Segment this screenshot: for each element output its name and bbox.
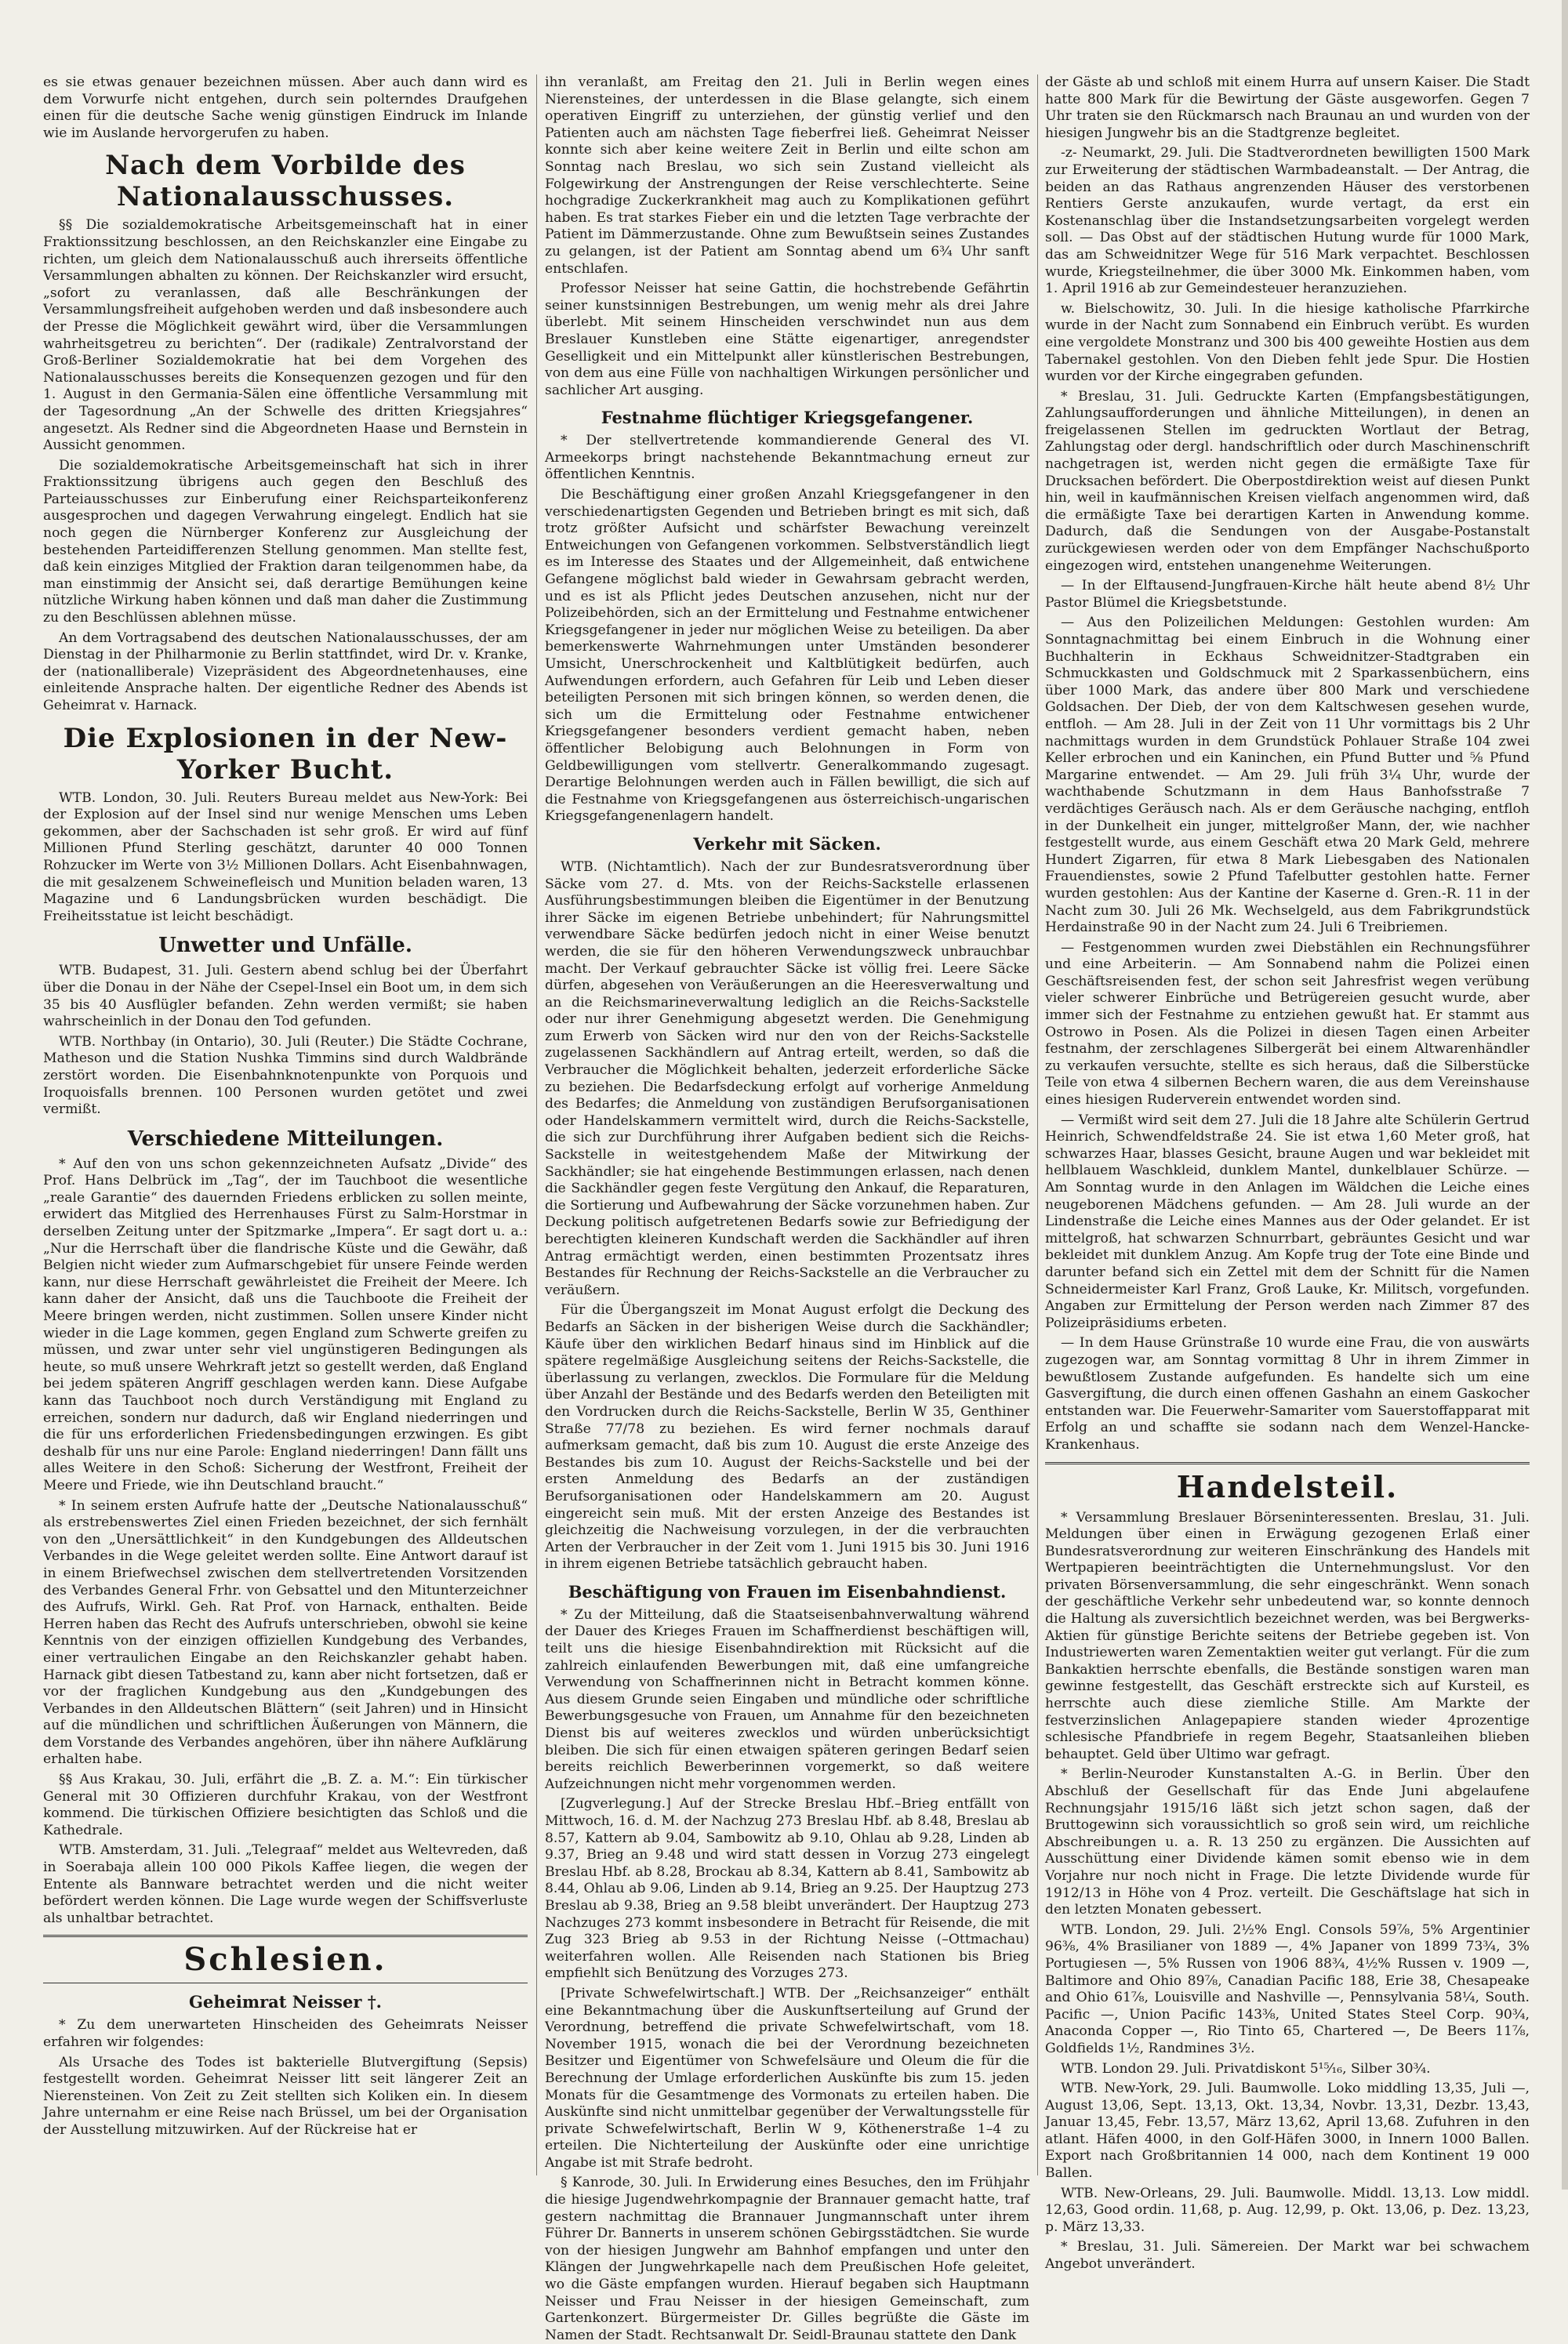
page-edge [1562,0,1568,2190]
article-paragraph: * Berlin-Neuroder Kunstanstalten A.-G. in Berlin. Über den Abschluß der Gesellschaft für das Ende Juni abgelaufene Rechnungsjahr 1915/16 läßt sich jetzt schon sagen, daß der Bruttogewinn sich voraussichtlich so groß sein wird, um reichliche Abschreibungen u. a. R. 13 250 zu ergänzen. Die Aussichten auf Ausschüttung einer Dividende kämen somit ebenso wie in dem Vorjahre nur noch nicht in Frage. Die letzte Dividende wurde für 1912/13 in Höhe von 4 Proz. verteilt. Die Geschäftslage hat sich in den letzten Monaten gebessert. [1045,1766,1530,1918]
article-paragraph: es sie etwas genauer bezeichnen müssen. Aber auch dann wird es dem Vorwurfe nicht entgehen, durch sein polterndes Draufgehen einen für die deutsche Sache wenig günstigen Eindruck im Inlande wie im Auslande hervorgerufen zu haben. [43,74,528,141]
article-paragraph: Die Beschäftigung einer großen Anzahl Kriegsgefangener in den verschiedenartigsten Gegenden und Betrieben bringt es mit sich, daß trotz größter Aufsicht und schärfster Bewachung vereinzelt Entweichungen von Gefangenen vorkommen. Selbstverständlich liegt es im Interesse des Staates und der Allgemeinheit, daß entwichene Gefangene möglichst bald wieder in Gewahrsam gebracht werden, und es ist als Pflicht jedes Deutschen anzusehen, nicht nur der Polizeibehörden, sich an der Ermittelung und Festnahme entwichener Kriegsgefangener in jeder nur möglichen Weise zu beteiligen. Da aber bemerkenswerte Wahrnehmungen unter Umständen besonderer Umsicht, Unerschrockenheit und Kaltblütigkeit bedürfen, auch Aufwendungen erfordern, auch Gefahren für Leib und Leben dieser beteiligten Personen mit sich bringen können, so werden denen, die sich um die Ermittelung oder Festnahme entwichener Kriegsgefangener besonders verdient gemacht haben, neben öffentlicher Belobigung auch Belohnungen in Form von Geldbewilligungen vom stellvertr. Generalkommando zugesagt. Derartige Belohnungen werden auch in Fällen bewilligt, die sich auf die Festnahme von Kriegsgefangenen aus österreichisch-ungarischen Kriegsgefangenenlagern handelt. [545,487,1029,825]
article-paragraph: WTB. New-York, 29. Juli. Baumwolle. Loko middling 13,35, Juli —, August 13,06, Sept. 13,13, Okt. 13,34, Novbr. 13,31, Dezbr. 13,43, Januar 13,45, Febr. 13,57, März 13,62, April 13,68. Zufuhren in den atlant. Häfen 4000, in den Golf-Häfen 3000, in Innern 1000 Ballen. Export nach Großbritannien 14 000, nach dem Kontinent 19 000 Ballen. [1045,2081,1530,2182]
article-paragraph: WTB. Northbay (in Ontario), 30. Juli (Reuter.) Die Städte Cochrane, Matheson und die Station Nushka Timmins sind durch Waldbrände zerstört worden. Die Eisenbahnknotenpunkte von Porquois und Iroquoisfalls brennen. 100 Personen wurden getötet und zwei vermißt. [43,1033,528,1118]
article-headline: Beschäftigung von Frauen im Eisenbahndienst. [568,1581,1007,1602]
article-headline: Nach dem Vorbilde des Nationalausschusses. [105,150,466,213]
article-paragraph: WTB. London, 29. Juli. 2½% Engl. Consols 59⅞, 5% Argentinier 96⅜, 4% Brasilianer von 1889 —, 4% Japaner von 1899 73¾, 3% Portugiesen —, 5% Russen von 1906 88¾, 4½% Russen v. 1909 —, Baltimore and Ohio 89⅞, Canadian Pacific 188, Erie 38, Chesapeake and Ohio 61⅞, Louisville and Nashville —, Pennsylvania 58¼, South. Pacific —, Union Pacific 143⅜, United States Steel Corp. 90¾, Anaconda Copper —, Rio Tinto 65, Chartered —, De Beers 11⅞, Goldfields 1½, Randmines 3½. [1045,1921,1530,2056]
article-paragraph: * Zu der Mitteilung, daß die Staatseisenbahnverwaltung während der Dauer des Krieges Frauen im Schaffnerdienst beschäftigen will, teilt uns die hiesige Eisenbahndirektion mit Rücksicht auf die zahlreich einlaufenden Bewerbungen mit, daß eine umfangreiche Verwendung von Schaffnerinnen nicht in Betracht kommen könne. Aus diesem Grunde seien Eingaben und mündliche oder schriftliche Bewerbungsgesuche von Frauen, um Annahme für den bezeichneten Dienst bis auf weiteres zwecklos und würden unberücksichtigt bleiben. Die sich für einen etwaigen späteren geringen Bedarf seien bereits reichlich Bewerberinnen vorgemerkt, so daß weitere Aufzeichnungen nicht mehr vorgenommen werden. [545,1606,1029,1792]
article-paragraph: [Zugverlegung.] Auf der Strecke Breslau Hbf.–Brieg entfällt von Mittwoch, 16. d. M. der Nachzug 273 Breslau Hbf. ab 8.48, Breslau ab 8.57, Kattern ab 9.04, Sambowitz ab 9.10, Ohlau ab 9.28, Linden ab 9.37, Brieg an 9.48 und wird statt dessen in Vorzug 273 eingelegt Breslau Hbf. ab 8.28, Brockau ab 8.34, Kattern ab 8.41, Sambowitz ab 8.44, Ohlau ab 9.06, Linden ab 9.14, Brieg an 9.25. Der Hauptzug 273 Breslau ab 9.38, Brieg an 9.58 bleibt unverändert. Der Hauptzug 273 Nachzuges 273 kommt insbesondere in Betracht für Reisende, die mit Zug 323 Brieg ab 9.53 in der Richtung Neisse (–Ottmachau) weiterfahren wollen. Alle Reisenden nach Stationen bis Brieg empfiehlt sich Benützung des Vorzuges 273. [545,1796,1029,1982]
article-headline: Festnahme flüchtiger Kriegsgefangener. [601,408,974,428]
article-headline: Unwetter und Unfälle. [158,934,412,958]
article-paragraph: WTB. London, 30. Juli. Reuters Bureau meldet aus New-York: Bei der Explosion auf der Insel sind nur wenige Menschen ums Leben gekommen, aber der Sachschaden ist sehr groß. Er wird auf fünf Millionen Pfund Sterling geschätzt, darunter 40 000 Tonnen Rohzucker im Werte von 3½ Millionen Dollars. Acht Eisenbahnwagen, die mit gesalzenem Schweinefleisch und Munition beladen waren, 13 Magazine und 6 Landungsbrücken wurden beschädigt. Die Freiheitsstatue ist leicht beschädigt. [43,789,528,924]
article-paragraph: [Private Schwefelwirtschaft.] WTB. Der „Reichsanzeiger“ enthält eine Bekanntmachung über die Auskunftserteilung auf Grund der Verordnung, betreffend die private Schwefelwirtschaft, vom 18. November 1915, wonach die bei der Verordnung bezeichneten Besitzer und Eigentümer von Schwefelsäure und Oleum die für die Berechnung der Umlage erforderlichen Auskünfte bis zum 15. jeden Monats für die Gesamtmenge des Vormonats zu erteilen haben. Die Auskünfte sind nicht unmittelbar gegenüber der Verwaltungsstelle für private Schwefelwirtschaft, Berlin W 9, Köthenerstraße 1–4 zu erteilen. Die Nichterteilung der Auskünfte oder eine unrichtige Angabe ist mit Strafe bedroht. [545,1985,1029,2171]
article-paragraph: §§ Aus Krakau, 30. Juli, erfährt die „B. Z. a. M.“: Ein türkischer General mit 30 Offizieren durchfuhr Krakau, von der Westfront kommend. Die türkischen Offiziere besichtigten das Schloß und die Kathedrale. [43,1772,528,1838]
article-headline: Die Explosionen in der New-Yorker Bucht. [63,722,508,786]
article-paragraph: * Breslau, 31. Juli. Gedruckte Karten (Empfangsbestätigungen, Zahlungsaufforderungen und ähnliche Mitteilungen), in denen an freigelassenen Stellen im gedruckten Wortlaut der Betrag, Zahlungstag oder dergl. handschriftlich oder durch Maschinenschrift nachgetragen ist, werden nicht gegen die ermäßigte Taxe für Drucksachen befördert. Die Oberpostdirektion weist auf diesen Punkt hin, weil in kaufmännischen Kreisen vielfach angenommen wird, daß die ermäßigte Taxe bei derartigen Karten in Anwendung komme. Dadurch, daß die Sendungen von der Ausgabe-Postanstalt zurückgewiesen werden oder von dem Empfänger Nachschußporto eingezogen wird, entstehen unangenehme Weiterungen. [1045,388,1530,574]
article-headline: Geheimrat Neisser †. [188,1992,382,2012]
article-paragraph: — Aus den Polizeilichen Meldungen: Gestohlen wurden: Am Sonntagnachmittag bei einem Einbruch in die Wohnung einer Buchhalterin in Eckhaus Schweidnitzer-Stadtgraben ein Schmuckkasten und Goldschmuck mit 2 Sparkassenbüchern, eins über 1000 Mark, das andere über 800 Mark und verschiedene Goldsachen. Der Dieb, der von dem Kaltschwesen gesehen wurde, entfloh. — Am 28. Juli in der Zeit von 11 Uhr vormittags bis 2 Uhr nachmittags wurden in dem Grundstück Pohlauer Straße 104 zwei Keller erbrochen und ein Kaninchen, ein Pfund Butter und ⅝ Pfund Margarine entwendet. — Am 29. Juli früh 3¼ Uhr, wurde der wachthabende Schutzmann in dem Haus Banhofsstraße 7 verdächtiges Geräusch nach. Als er dem Geräusche nachging, entfloh in der Dunkelheit ein junger, mittelgroßer Mann, der, wie nachher festgestellt wurde, aus einem Geschäft etwa 20 Mark Geld, mehrere Hundert Zigarren, für etwa 8 Mark Liebesgaben des Nationalen Frauendienstes, sowie 2 Pfund Tafelbutter gestohlen hatte. Ferner wurden gestohlen: Aus der Kantine der Kaserne d. Gren.-R. 11 in der Nacht zum 30. Juli 26 Mk. Wechselgeld, aus dem Fabrikgrundstück Herdainstraße 90 in der Nacht zum 24. Juli 6 Treibriemen. [1045,615,1530,936]
article-paragraph: w. Bielschowitz, 30. Juli. In die hiesige katholische Pfarrkirche wurde in der Nacht zum Sonnabend ein Einbruch verübt. Es wurden eine vergoldete Monstranz und 300 bis 400 geweihte Hostien aus dem Tabernakel gestohlen. Von den Dieben fehlt jede Spur. Die Hostien wurden vor der Kirche eingegraben gefunden. [1045,300,1530,385]
article-paragraph: An dem Vortragsabend des deutschen Nationalausschusses, der am Dienstag in der Philharmonie zu Berlin stattfindet, wird Dr. v. Kranke, der (nationalliberale) Vizepräsident des Abgeordnetenhauses, eine einleitende Ansprache halten. Der eigentliche Redner des Abends ist Geheimrat v. Harnack. [43,630,528,713]
article-paragraph: Für die Übergangszeit im Monat August erfolgt die Deckung des Bedarfs an Säcken in der bisherigen Weise durch die Sackhändler; Käufe über den wirklichen Bedarf hinaus sind im Hinblick auf die spätere regelmäßige Ausgleichung seitens der Reichs-Sackstelle, die überlassung zu verlangen, zwecklos. Die Formulare für die Meldung über Anzahl der Bestände und des Bedarfs werden den Beteiligten mit den Vordrucken durch die Reichs-Sackstelle, Berlin W 35, Genthiner Straße 77/78 zu beziehen. Es wird ferner nochmals darauf aufmerksam gemacht, daß bis zum 10. August die erste Anzeige des Bestandes bis zum 10. August der Reichs-Sackstelle und bei der ersten Anmeldung des Bedarfs an der zuständigen Berufsorganisationen oder Handelskammern am 20. August eingereicht sein muß. Mit der ersten Anzeige des Bestandes ist gleichzeitig die Nachweisung vorzulegen, in der die verbrauchten Arten der Verbraucher in der Zeit vom 1. Juni 1915 bis 30. Juni 1916 in ihrem eigenen Betriebe tatsächlich gebraucht haben. [545,1302,1029,1573]
article-paragraph: * In seinem ersten Aufrufe hatte der „Deutsche Nationalausschuß“ als erstrebenswertes Ziel einen Frieden bezeichnet, der sich fernhält von den „Unersättlichkeit“ in den Kundgebungen des Alldeutschen Verbandes in die Wege geleitet werden sollte. Eine Antwort darauf ist in einem Briefwechsel zwischen dem stellvertretenden Vorsitzenden des Verbandes General Frhr. von Gebsattel und den Mitunterzeichner des Aufrufs, Wirkl. Geh. Rat Prof. von Harnack, enthalten. Beide Herren haben das Recht des Aufrufs unterschrieben, obwohl sie keine Kenntnis von der einzigen offiziellen Kundgebung des Verbandes, einer vertraulichen Eingabe an den Reichskanzler gehabt haben. Harnack gibt diesen Tatbestand zu, kann aber nicht fortsetzen, daß er vor der fraglichen Kundgebung aus den „Kundgebungen des Verbandes in den Alldeutschen Blättern“ (seit Jahren) und in Hinsicht auf die mündlichen und schriftlichen Äußerungen von Männern, die dem Vorstande des Verbandes angehören, über ihn nähere Aufklärung erhalten habe. [43,1497,528,1768]
article-paragraph: Die sozialdemokratische Arbeitsgemeinschaft hat sich in ihrer Fraktionssitzung übrigens auch gegen den Beschluß des Parteiausschusses zur Einberufung einer Reichsparteikonferenz ausgesprochen und dagegen Verwahrung eingelegt. Endlich hat sie noch gegen die Nürnberger Konferenz zur Ausgleichung der bestehenden Parteidifferenzen Stellung genommen. Man stellte fest, daß kein einziges Mitglied der Fraktion daran teilgenommen habe, da man einstimmig der Ansicht sei, daß derartige Bemühungen keine nützliche Wirkung haben können und daß man daher die Zustimmung zu den Beschlüssen ablehnen müsse. [43,457,528,626]
article-headline: Verkehr mit Säcken. [693,833,881,854]
article-paragraph: ihn veranlaßt, am Freitag den 21. Juli in Berlin wegen eines Nierensteines, der unterdessen in die Blase gelangte, sich einem operativen Eingriff zu unterziehen, der günstig verlief und den Patienten auch am nächsten Tage fieberfrei ließ. Geheimrat Neisser konnte sich aber keine weitere Zeit in Berlin und eilte schon am Sonntag nach Breslau, wo sich sein Zustand vielleicht als Folgewirkung der Anstrengungen der Reise verschlechterte. Seine hochgradige Zuckerkrankheit mag auch zu Komplikationen geführt haben. Es trat starkes Fieber ein und die letzten Tage verbrachte der Patient im Dämmerzustande. Ohne zum Bewußtsein seines Zustandes zu gelangen, ist der Patient am Sonntag abend um 6¾ Uhr sanft entschlafen. [545,74,1029,277]
column-right [1045,74,1530,2273]
article-paragraph: der Gäste ab und schloß mit einem Hurra auf unsern Kaiser. Die Stadt hatte 800 Mark für die Bewirtung der Gäste ausgeworfen. Gegen 7 Uhr traten sie den Rückmarsch nach Braunau an und wurden von der hiesigen Jungwehr bis an die Stadtgrenze begleitet. [1045,74,1530,141]
column-rule [1037,74,1038,2175]
article-paragraph: * Versammlung Breslauer Börseninteressenten. Breslau, 31. Juli. Meldungen über einen in Erwägung gezogenen Erlaß einer Bundesratsverordnung zur weiteren Einschränkung des Handels mit Wertpapieren beeinträchtigten die Unternehmungslust. Vor den privaten Börsenversammlung, die sehr eingeschränkt. Wenn sonach der geschäftliche Verkehr sehr unbedeutend war, so konnte dennoch die Haltung als zuversichtlich bezeichnet werden, was bei Bergwerks-Aktien für günstige Berichte seitens der Betriebe gegeben ist. Von Industriewerten waren Zementaktien weiter gut verlangt. Für die zum Bankaktien herrschte ebenfalls, die Bestände sonstigen waren man gewinne festgestellt, das Geschäft erstreckte sich auf Kursteil, es herrschte auch diese ziemliche Stille. Am Markte der festverzinslichen Anlagepapiere standen wieder 4prozentige schlesische Pfandbriefe in regem Begehr, Staatsanleihen blieben behauptet. Geld über Ultimo war gefragt. [1045,1509,1530,1762]
article-paragraph: — Vermißt wird seit dem 27. Juli die 18 Jahre alte Schülerin Gertrud Heinrich, Schwendfeldstraße 24. Sie ist etwa 1,60 Meter groß, hat schwarzes Haar, blasses Gesicht, braune Augen und war bekleidet mit hellblauem Waschkleid, dunklem Mantel, dunkelblauer Schürze. — Am Sonntag wurde in den Anlagen im Wäldchen die Leiche eines neugeborenen Mädchens gefunden. — Am 28. Juli wurde an der Lindenstraße die Leiche eines Mannes aus der Oder gelandet. Er ist mittelgroß, hat schwarzen Schnurrbart, gebräuntes Gesicht und war bekleidet mit dunklem Anzug. Am Kopfe trug der Tote eine Binde und darunter befand sich ein Zettel mit dem der Schnitt für die Namen Schneidermeister Karl Franz, Groß Lauke, Kr. Militsch, vorgefunden. Angaben zur Ermittelung der Person werden nach Zimmer 87 des Polizeipräsidiums erbeten. [1045,1112,1530,1331]
article-paragraph: — Festgenommen wurden zwei Diebstählen ein Rechnungsführer und eine Arbeiterin. — Am Sonnabend nahm die Polizei einen Geschäftsreisenden fest, der schon seit Jahresfrist wegen verübung vieler schwerer Einbrüche und Betrügereien gesucht wurde, aber immer sich der Festnahme zu entziehen gewußt hat. Er stammt aus Ostrowo in Posen. Als die Polizei in diesen Tagen einen Arbeiter festnahm, der zerschlagenes Silbergerät bei einem Altwarenhändler zu verkaufen versuchte, stellte es sich heraus, daß die Silberstücke Teile von etwa 4 silbernen Bechern waren, die aus dem Vereinshause eines hiesigen Ruderverein entwendet worden sind. [1045,939,1530,1109]
article-paragraph: * Der stellvertretende kommandierende General des VI. Armeekorps bringt nachstehende Bekanntmachung erneut zur öffentlichen Kenntnis. [545,433,1029,483]
newspaper-page [43,74,1537,2343]
article-paragraph: * Auf den von uns schon gekennzeichneten Aufsatz „Divide“ des Prof. Hans Delbrück im „Tag“, der im Tauchboot die wesentliche „reale Garantie“ des dauernden Friedens erblicken zu sollen meinte, erwidert das Mitglied des Herrenhauses Fürst zu Salm-Horstmar in derselben Zeitung unter der Spitzmarke „Impera“. Er sagt dort u. a.: „Nur die Herrschaft über die flandrische Küste und die Gewähr, daß Belgien nicht wieder zum Aufmarschgebiet für unsere Feinde werden kann, nur diese Herrschaft gewährleistet die Freiheit der Meere. Ich kann daher der Ansicht, daß uns die Tauchboote die Freiheit der Meere bringen werden, nicht zustimmen. Sollen unsere Kinder nicht wieder in die Lage kommen, gegen England zum Schwerte greifen zu müssen, und zwar unter sehr viel ungünstigeren Bedingungen als heute, so muß unsere Wehrkraft jetzt so gestellt werden, daß England bei jedem späteren Angriff geschlagen werden kann. Diese Aufgabe kann das Tauchboot noch durch Verständigung mit England zu erreichen, sondern nur dadurch, daß wir England niederringen und die für uns erforderlichen Friedensbedingungen erzwingen. Es gibt deshalb für uns nur eine Parole: England niederringen! Dann fällt uns alles Weitere in den Schoß: Sicherung der Westfront, Freiheit der Meere und Friede, wie ihn Deutschland braucht.“ [43,1156,528,1493]
article-paragraph: WTB. London 29. Juli. Privatdiskont 5¹⁵⁄₁₆, Silber 30¾. [1061,2060,1431,2077]
article-paragraph: Professor Neisser hat seine Gattin, die hochstrebende Gefährtin seiner kunstsinnigen Bestrebungen, um wenig mehr als drei Jahre überlebt. Mit seinem Hinscheiden verschwindet nun aus dem Breslauer Kunstleben eine Stätte eigenartiger, anregendster Geselligkeit und ein Mittelpunkt aller künstlerischen Bestrebungen, von dem aus eine Fülle von nachhaltigen Wirkungen persönlicher und sachlicher Art ausging. [545,281,1029,398]
article-paragraph: — In der Elftausend-Jungfrauen-Kirche hält heute abend 8½ Uhr Pastor Blümel die Kriegsbetstunde. [1045,578,1530,611]
article-paragraph: § Kanrode, 30. Juli. In Erwiderung eines Besuches, den im Frühjahr die hiesige Jugendwehrkompagnie der Brannauer gemacht hatte, traf gestern nachmittag die Brannauer Jungmannschaft unter ihrem Führer Dr. Bannerts in unserem schönen Gebirgsstädtchen. Sie wurde von der hiesigen Jungwehr am Bahnhof empfangen und unter den Klängen der Jungwehrkapelle nach dem Preußischen Hofe geleitet, wo die Gäste empfangen wurden. Hierauf begaben sich Hauptmann Neisser und Frau Neisser in der hiesigen Gemeinschaft, zum Gartenkonzert. Bürgermeister Dr. Gilles begrüßte die Gäste im Namen der Stadt. Rechtsanwalt Dr. Seidl-Braunau stattete den Dank [545,2175,1029,2343]
column-rule [536,74,537,2175]
article-headline: Schlesien. [43,1935,528,1983]
article-paragraph: WTB. Budapest, 31. Juli. Gestern abend schlug bei der Überfahrt über die Donau in der Nähe der Csepel-Insel ein Boot um, in dem sich 35 bis 40 Ausflügler befanden. Zehn werden vermißt; sie haben wahrscheinlich in der Donau den Tod gefunden. [43,963,528,1030]
article-paragraph: WTB. Amsterdam, 31. Juli. „Telegraaf“ meldet aus Weltevreden, daß in Soerabaja allein 100 000 Pikols Kaffee liegen, die wegen der Entente als Bannware betrachtet werden und die nicht weiter befördert werden können. Die Lage wurde wegen der Schiffsverluste als unhaltbar betrachtet. [43,1842,528,1926]
article-paragraph: -z- Neumarkt, 29. Juli. Die Stadtverordneten bewilligten 1500 Mark zur Erweiterung der städtischen Warmbadeanstalt. — Der Antrag, die beiden an das Rathaus angrenzenden Häuser des verstorbenen Rentiers Gerste anzukaufen, wurde vertagt, da erst ein Kostenanschlag über die Instandsetzungsarbeiten vorgelegt werden soll. — Das Obst auf der städtischen Hutung wurde für 1000 Mark, das am Schweidnitzer Wege für 516 Mark verpachtet. Beschlossen wurde, Kriegsteilnehmer, die über 3000 Mk. Einkommen haben, vom 1. April 1916 ab zur Gemeindesteuer heranzuziehen. [1045,145,1530,297]
article-paragraph: WTB. (Nichtamtlich). Nach der zur Bundesratsverordnung über Säcke vom 27. d. Mts. von der Reichs-Sackstelle erlassenen Ausführungsbestimmungen bleiben die Eigentümer in der Benutzung ihrer Säcke im eigenen Betriebe unbehindert; für Nahrungsmittel verwendbare Säcke bedürfen jedoch nicht in einer Weise benutzt werden, die sie für den höheren Verwendungszweck unbrauchbar macht. Der Verkauf gebrauchter Säcke ist völlig frei. Leere Säcke dürfen, abgesehen von Veräußerungen an die Heeresverwaltung und an die Reichsmarineverwaltung lediglich an die Reichs-Sackstelle oder nur ihrer Genehmigung abgesetzt werden. Die Genehmigung zum Erwerb von Säcken wird nur den von der Reichs-Sackstelle zugelassenen Sackhändlern auf Antrag erteilt, werden, so daß die Verbraucher die Möglichkeit behalten, jederzeit erforderliche Säcke zu beziehen. Die Bedarfsdeckung erfolgt auf vorherige Anmeldung des Bedarfes; die Anmeldung von zuständigen Berufsorganisationen oder Handelskammern vermittelt wird, durch die Reichs-Sackstelle, die sich zur Durchführung ihrer Aufgaben bedient sich die Reichs-Sackstelle in weitestgehendem Maße der Mitwirkung der Sackhändler; sie hat eingehende Bestimmungen erlassen, nach denen die Sackhändler gegen feste Vergütung den Ankauf, die Reparaturen, die Sortierung und Aufbewahrung der Säcke vorzunehmen haben. Zur Deckung politisch aufgetretenen Bedarfs sowie zur Befriedigung der berechtigten kleineren Kundschaft werden die Sackhändler auf ihren Antrag ermächtigt werden, einen bestimmten Prozentsatz ihres Bestandes für Rechnung der Reichs-Sackstelle an die Verbraucher zu veräußern. [545,858,1029,1298]
article-headline: Handelsteil. [1045,1462,1530,1505]
article-paragraph: * Zu dem unerwarteten Hinscheiden des Geheimrats Neisser erfahren wir folgendes: [43,2017,528,2050]
article-headline: Verschiedene Mitteilungen. [127,1127,444,1151]
column-middle [545,74,1029,2343]
article-paragraph: WTB. New-Orleans, 29. Juli. Baumwolle. Middl. 13,13. Low middl. 12,63, Good ordin. 11,68, p. Aug. 12,99, p. Okt. 13,06, p. Dez. 13,23, p. März 13,33. [1045,2185,1530,2235]
article-paragraph: Als Ursache des Todes ist bakterielle Blutvergiftung (Sepsis) festgestellt worden. Geheimrat Neisser litt seit längerer Zeit an Nierensteinen. Von Zeit zu Zeit stellten sich Koliken ein. In diesem Jahre unternahm er eine Reise nach Brüssel, um bei der Organisation der Ausstellung mitzuwirken. Auf der Rückreise hat er [43,2054,528,2138]
column-left [43,74,528,2175]
article-paragraph: * Breslau, 31. Juli. Sämereien. Der Markt war bei schwachem Angebot unverändert. [1045,2239,1530,2273]
article-paragraph: §§ Die sozialdemokratische Arbeitsgemeinschaft hat in einer Fraktionssitzung beschlossen, an den Reichskanzler eine Eingabe zu richten, um gleich dem Nationalausschuß auch ihrerseits öffentliche Versammlungen abhalten zu können. Der Reichskanzler wird ersucht, „sofort zu veranlassen, daß alle Beschränkungen der Versammlungsfreiheit aufgehoben werden und daß insbesondere auch der Presse die Möglichkeit gewährt wird, über die Versammlungen wahrheitsgetreu zu berichten“. Der (radikale) Zentralvorstand der Groß-Berliner Sozialdemokratie hat bei dem Vorgehen des Nationalausschusses bereits die Konsequenzen gezogen und für den 1. August in den Germania-Sälen eine öffentliche Versammlung mit der Tagesordnung „An der Schwelle des dritten Kriegsjahres“ angesetzt. Als Redner sind die Abgeordneten Haase und Bernstein in Aussicht genommen. [43,217,528,454]
article-paragraph: — In dem Hause Grünstraße 10 wurde eine Frau, die von auswärts zugezogen war, am Sonntag vormittag 8 Uhr in ihrem Zimmer in bewußtlosem Zustande aufgefunden. Es handelte sich um eine Gasvergiftung, die durch einen offenen Gashahn an einem Gaskocher entstanden war. Die Feuerwehr-Samariter vom Sauerstoffapparat mit Erfolg an und schaffte sie sodann nach dem Wenzel-Hancke-Krankenhaus. [1045,1335,1530,1453]
